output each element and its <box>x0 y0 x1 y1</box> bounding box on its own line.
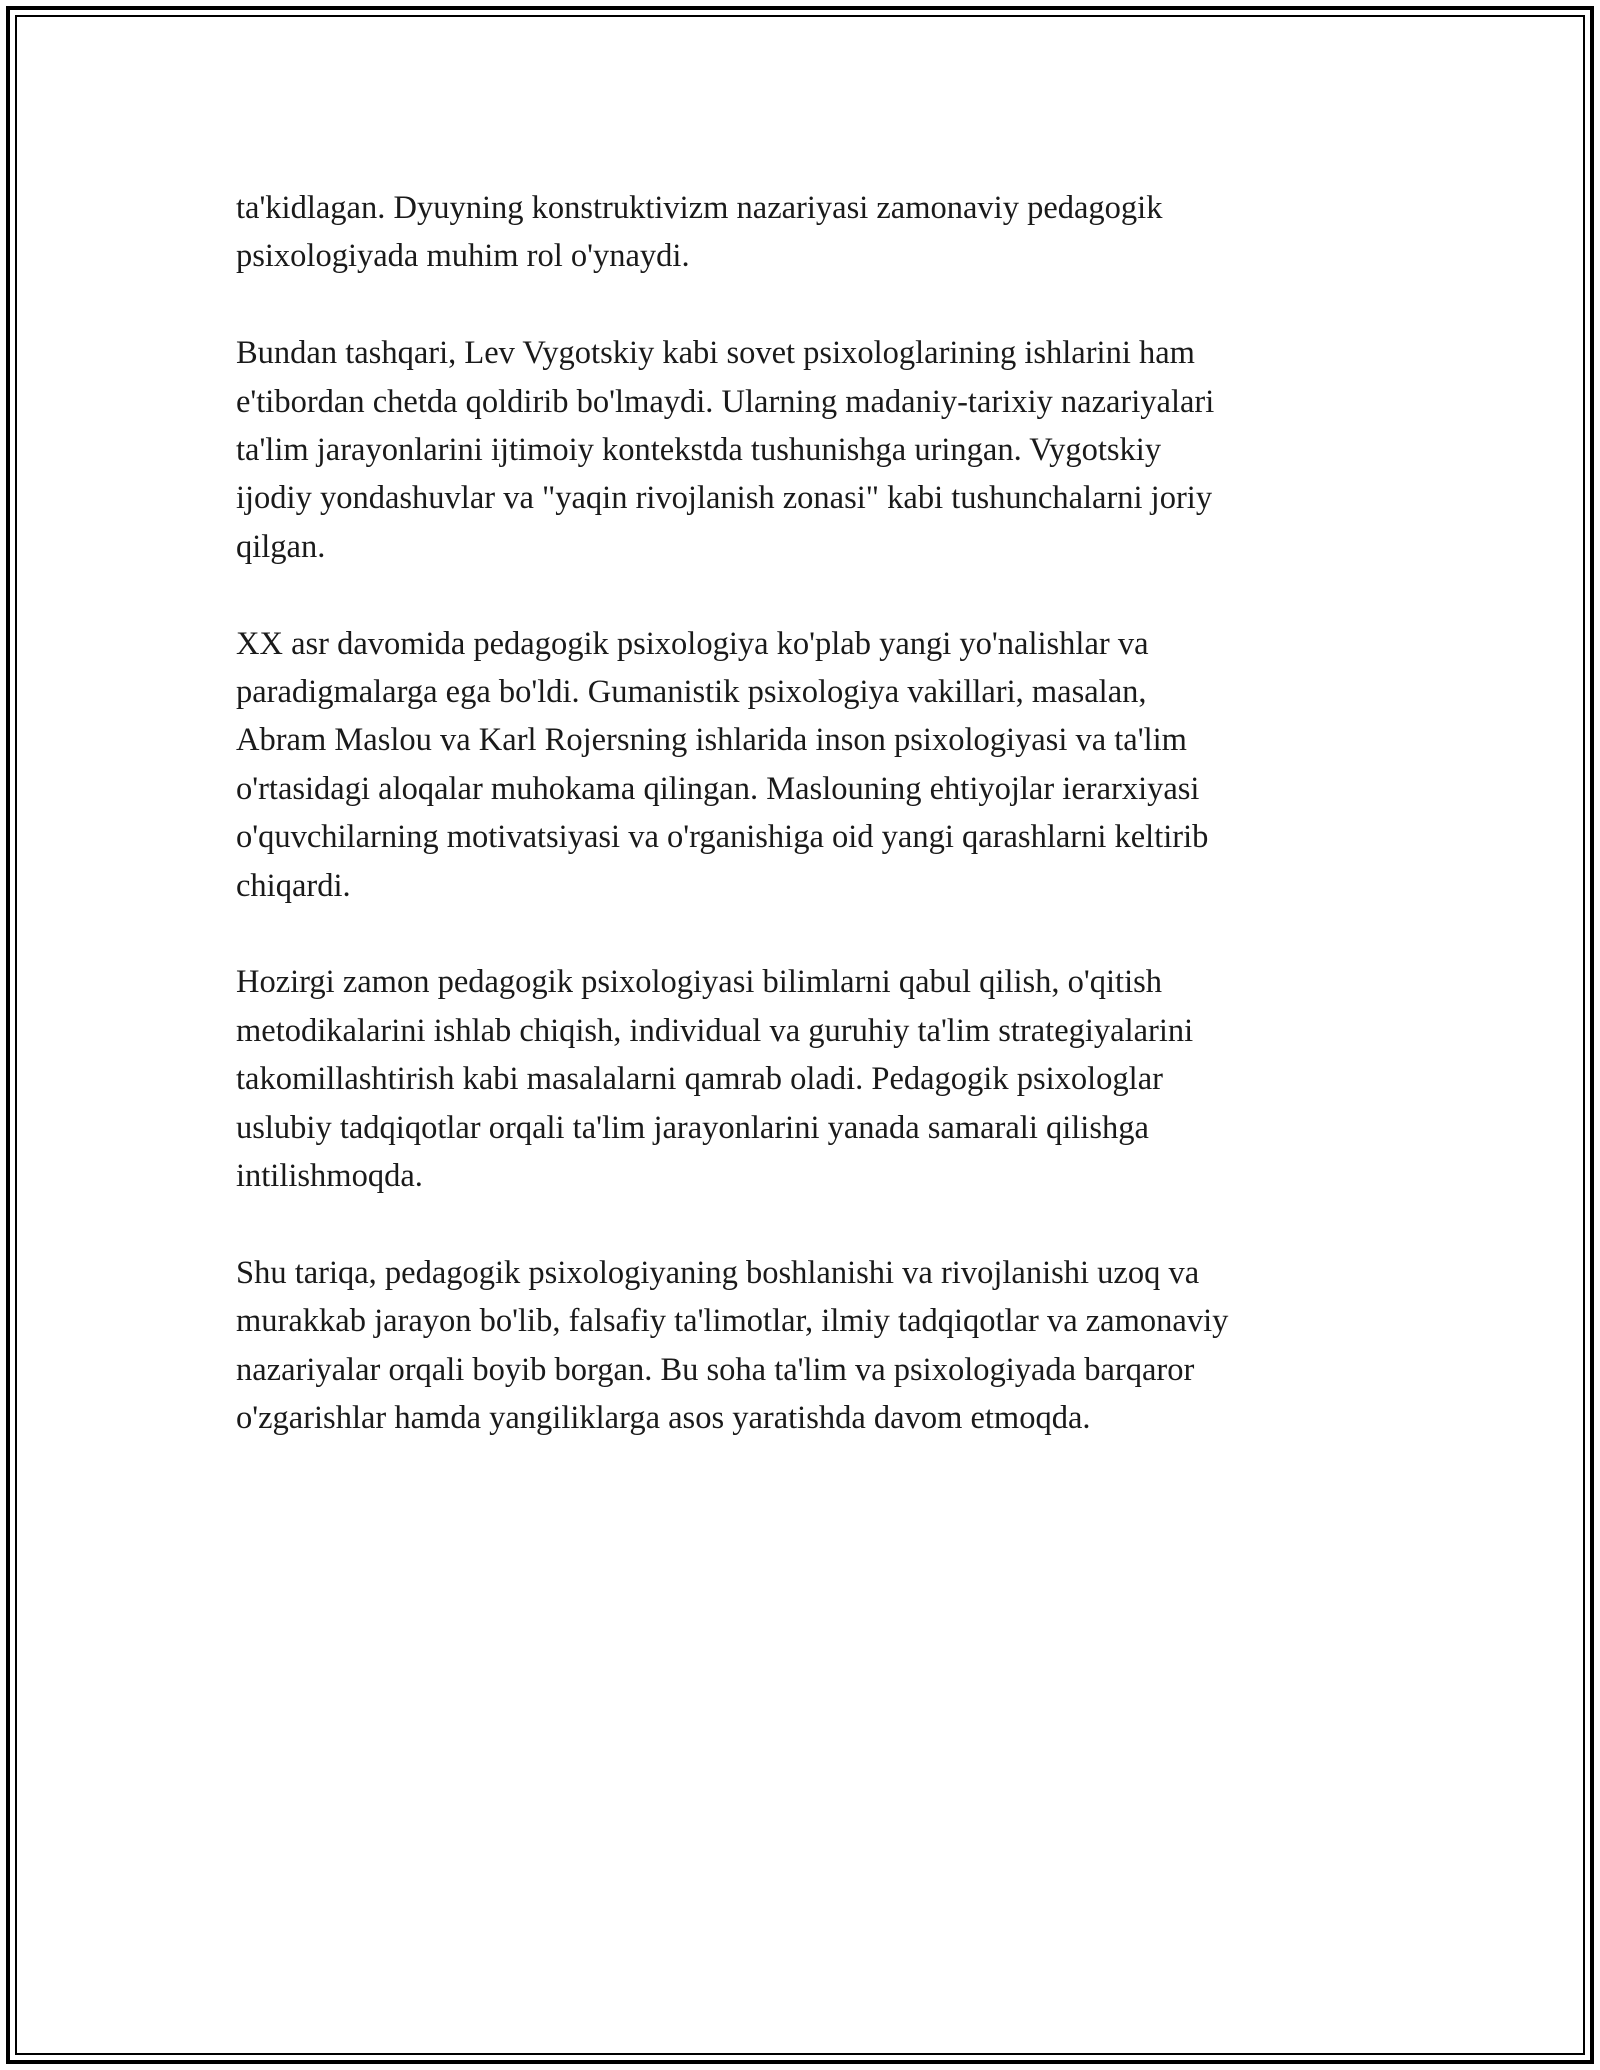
paragraph-5: Shu tariqa, pedagogik psixologiyaning boshlanishi va rivojlanishi uzoq va murakkab jarayon bo'lib, falsafiy ta'limotlar, ilmiy tadqiqotlar va zamonaviy nazariyalar orqali boyib borgan. Bu soha ta'lim va psixologiyada barqaror o'zgarishlar hamda yangiliklarga asos yaratishda davom etmoqda. <box>236 1254 1229 1437</box>
document-body <box>236 184 1376 1491</box>
paragraph-1: ta'kidlagan. Dyuyning konstruktivizm nazariyasi zamonaviy pedagogik psixologiyada muhim rol o'ynaydi. <box>236 190 1163 275</box>
paragraph-3: XX asr davomida pedagogik psixologiya ko'plab yangi yo'nalishlar va paradigmalarga ega bo'ldi. Gumanistik psixologiya vakillari, masalan, Abram Maslou va Karl Rojersning ishlarida inson psixologiyasi va ta'lim o'rtasidagi aloqalar muhokama qilingan. Maslouning ehtiyojlar ierarxiyasi o'quvchilarning motivatsiyasi va o'rganishiga oid yangi qarashlarni keltirib chiqardi. <box>236 625 1209 904</box>
paragraph-4: Hozirgi zamon pedagogik psixologiyasi bilimlarni qabul qilish, o'qitish metodikalarini ishlab chiqish, individual va guruhiy ta'lim strategiyalarini takomillashtirish kabi masalalarni qamrab oladi. Pedagogik psixologlar uslubiy tadqiqotlar orqali ta'lim jarayonlarini yanada samarali qilishga intilishmoqda. <box>236 964 1194 1195</box>
paragraph-2: Bundan tashqari, Lev Vygotskiy kabi sovet psixologlarining ishlarini ham e'tibordan chetda qoldirib bo'lmaydi. Ularning madaniy-tarixiy nazariyalari ta'lim jarayonlarini ijtimoiy kontekstda tushunishga uringan. Vygotskiy ijodiy yondashuvlar va "yaqin rivojlanish zonasi" kabi tushunchalarni joriy qilgan. <box>236 335 1215 565</box>
